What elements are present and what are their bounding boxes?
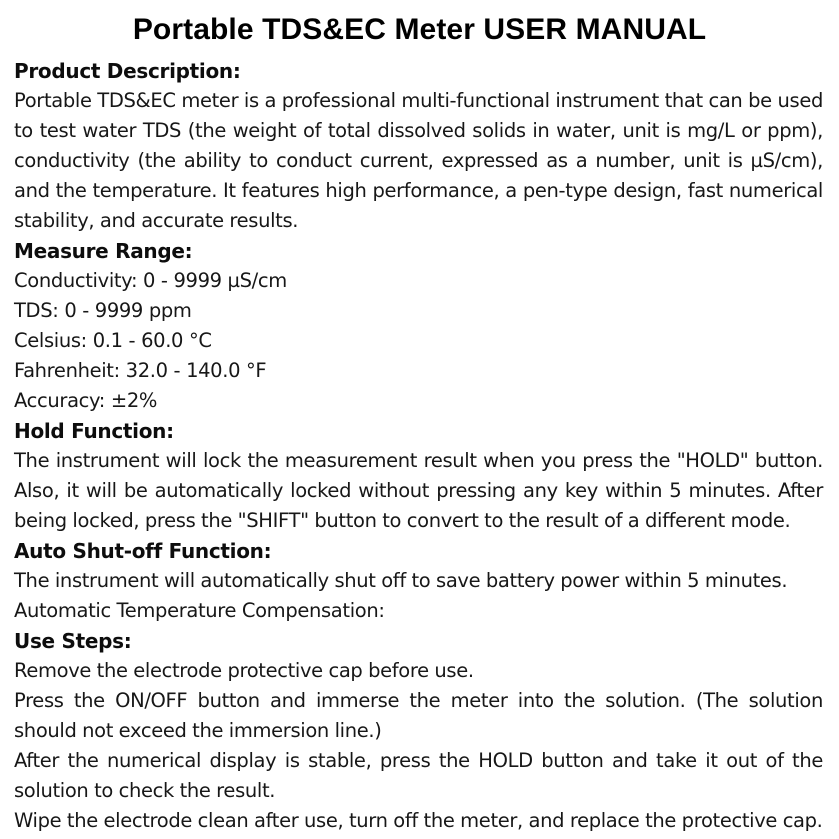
paragraph-automatic-temperature-compensation: Automatic Temperature Compensation: bbox=[14, 599, 385, 622]
measure-range-item-celsius: Celsius: 0.1 - 60.0 °C bbox=[14, 329, 212, 352]
use-step-4: Wipe the electrode clean after use, turn off the meter, and replace the protective cap. bbox=[14, 809, 823, 832]
measure-range-item-fahrenheit: Fahrenheit: 32.0 - 140.0 °F bbox=[14, 359, 267, 382]
manual-content bbox=[0, 56, 839, 836]
measure-range-item-tds: TDS: 0 - 9999 ppm bbox=[14, 299, 192, 322]
paragraph-hold-function: The instrument will lock the measurement result when you press the "HOLD" button. Also, it will be automatically locked without pressing any key within 5 minutes. After being locked, press the "SHIFT" button to convert to the result of a different mode. bbox=[14, 449, 823, 532]
use-step-3: After the numerical display is stable, press the HOLD button and take it out of the solution to check the result. bbox=[14, 749, 823, 802]
use-step-2: Press the ON/OFF button and immerse the meter into the solution. (The solution should not exceed the immersion line.) bbox=[14, 689, 823, 742]
paragraph-auto-shut-off: The instrument will automatically shut off to save battery power within 5 minutes. bbox=[14, 569, 788, 592]
use-step-1: Remove the electrode protective cap before use. bbox=[14, 659, 474, 682]
page-title: Portable TDS&EC Meter USER MANUAL bbox=[132, 13, 707, 46]
paragraph-product-description: Portable TDS&EC meter is a professional multi-functional instrument that can be used to test water TDS (the weight of total dissolved solids in water, unit is mg/L or ppm), conductivity (the ability to conduct current, expressed as a number, unit is µS/cm), and the temperature. It features high performance, a pen-type design, fast numerical stability, and accurate results. bbox=[14, 89, 823, 232]
heading-hold-function: Hold Function: bbox=[14, 419, 174, 443]
heading-measure-range: Measure Range: bbox=[14, 239, 193, 263]
heading-product-description: Product Description: bbox=[14, 59, 241, 83]
measure-range-item-conductivity: Conductivity: 0 - 9999 µS/cm bbox=[14, 269, 287, 292]
heading-use-steps: Use Steps: bbox=[14, 629, 132, 653]
measure-range-item-accuracy: Accuracy: ±2% bbox=[14, 389, 158, 412]
heading-auto-shut-off: Auto Shut-off Function: bbox=[14, 539, 272, 563]
